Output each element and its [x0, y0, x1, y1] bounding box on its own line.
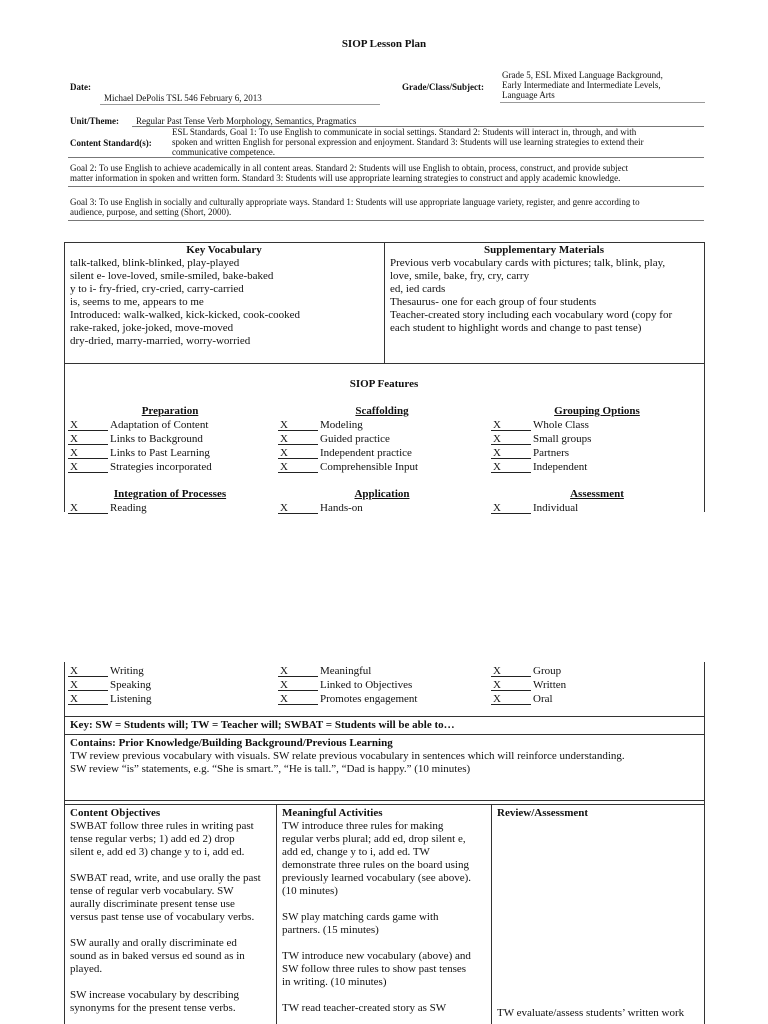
grouping-options-heading: Grouping Options	[554, 405, 640, 417]
key-top-border	[64, 716, 704, 717]
siop-item-label: Oral	[533, 693, 553, 705]
activity-paragraph	[282, 820, 488, 898]
content-objectives-body	[70, 820, 274, 1015]
standards-line: communicative competence.	[172, 147, 275, 157]
objective-line: sound as in baked versus ed sound as in	[70, 950, 245, 962]
scaffolding-heading: Scaffolding	[355, 405, 409, 417]
siop-item-label: Linked to Objectives	[320, 679, 413, 691]
siop-item-label: Whole Class	[533, 419, 589, 431]
contains-heading: Contains: Prior Knowledge/Building Background/Previous Learning	[70, 737, 393, 749]
objective-line: SWBAT read, write, and use orally the past	[70, 872, 261, 884]
page-title: SIOP Lesson Plan	[341, 38, 427, 50]
activity-line: (10 minutes)	[282, 885, 338, 897]
siop-item-label: Strategies incorporated	[110, 461, 212, 473]
key-vocab-heading: Key Vocabulary	[186, 244, 262, 256]
objective-line: silent e, add ed 3) change y to i, add ed.	[70, 846, 245, 858]
siop-features-heading: SIOP Features	[349, 378, 419, 390]
application-heading: Application	[354, 488, 410, 500]
checkmark: X	[278, 418, 318, 431]
key-vocab-line: dry-dried, marry-married, worry-worried	[70, 335, 251, 347]
checkmark: X	[278, 664, 318, 677]
activity-line: SW follow three rules to show past tenses	[282, 963, 467, 975]
key-vocab-line: rake-raked, joke-joked, move-moved	[70, 322, 234, 334]
contains-text	[70, 750, 625, 776]
checkmark: X	[491, 446, 531, 459]
siop-item-label: Modeling	[320, 419, 363, 431]
checkmark: X	[491, 678, 531, 691]
grade-line: Grade 5, ESL Mixed Language Background,	[502, 70, 663, 80]
checkmark: X	[68, 664, 108, 677]
objective-line: played.	[70, 963, 103, 975]
objective-line: versus past tense use of vocabulary verbs.	[70, 911, 255, 923]
objective-line: tense of regular verb vocabulary. SW	[70, 885, 234, 897]
checkmark: X	[278, 460, 318, 473]
objective-line: synonyms for the present tense verbs.	[70, 1002, 236, 1014]
activity-line: SW play matching cards game with	[282, 911, 439, 923]
key-vocab-line: y to i- fry-fried, cry-cried, carry-carried	[70, 283, 244, 295]
review-assessment-text: TW evaluate/assess students’ written work	[497, 1007, 685, 1019]
objective-paragraph	[70, 989, 274, 1015]
checkmark: X	[278, 446, 318, 459]
siop-item-label: Group	[533, 665, 562, 677]
checkmark: X	[278, 678, 318, 691]
contains-line: SW review “is” statements, e.g. “She is smart.”, “He is tall.”, “Dad is happy.” (10 minutes)	[70, 763, 471, 775]
meaningful-activities-heading: Meaningful Activities	[282, 807, 383, 819]
activity-line: regular verbs plural; add ed, drop silent e,	[282, 833, 466, 845]
date-value: Michael DePolis TSL 546 February 6, 2013	[104, 93, 262, 103]
grade-line: Early Intermediate and Intermediate Levels,	[502, 80, 661, 90]
date-label: Date:	[70, 82, 91, 92]
objectives-divider-2	[491, 804, 492, 1024]
grade-line: Language Arts	[502, 90, 555, 100]
activity-line: TW read teacher-created story as SW	[282, 1002, 447, 1014]
objective-paragraph	[70, 937, 274, 976]
checkmark: X	[491, 432, 531, 445]
siop-item-label: Independent	[533, 461, 588, 473]
goal3-line: audience, purpose, and setting (Short, 2000).	[70, 207, 232, 217]
checkmark: X	[278, 501, 318, 514]
table-right-border	[704, 242, 705, 512]
activity-line: partners. (15 minutes)	[282, 924, 379, 936]
unit-value: Regular Past Tense Verb Morphology, Semantics, Pragmatics	[136, 116, 357, 126]
objective-line: tense regular verbs; 1) add ed 2) drop	[70, 833, 235, 845]
checkmark: X	[68, 501, 108, 514]
vocab-bottom-border	[64, 363, 704, 364]
checkmark: X	[68, 446, 108, 459]
date-underline	[100, 104, 380, 105]
checkmark: X	[68, 460, 108, 473]
objectives-divider-1	[276, 804, 277, 1024]
content-objectives-heading: Content Objectives	[70, 807, 161, 819]
objectives-top-border	[64, 804, 704, 805]
supplementary-line: Previous verb vocabulary cards with pictures; talk, blink, play,	[390, 257, 666, 269]
supplementary-line: love, smile, bake, fry, cry, carry	[390, 270, 530, 282]
activity-line: TW introduce three rules for making	[282, 820, 444, 832]
key-vocab-line: Introduced: walk-walked, kick-kicked, cook-cooked	[70, 309, 300, 321]
siop-item-label: Writing	[110, 665, 144, 677]
objective-line: SW aurally and orally discriminate ed	[70, 937, 237, 949]
standards-label: Content Standard(s):	[70, 138, 152, 148]
supplementary-list	[390, 257, 672, 335]
siop-item-label: Links to Past Learning	[110, 447, 210, 459]
checkmark: X	[278, 692, 318, 705]
checkmark: X	[278, 432, 318, 445]
supplementary-line: Teacher-created story including each vocabulary word (copy for	[390, 309, 673, 321]
activity-line: demonstrate three rules on the board using	[282, 859, 469, 871]
activity-paragraph	[282, 950, 488, 989]
goal2-line: Goal 2: To use English to achieve academically in all content areas. Standard 2: Students will use English to obtain, process, construct, and provide subject	[70, 163, 629, 173]
goal3-line: Goal 3: To use English in socially and culturally appropriate ways. Standard 1: Students will use appropriate language variety, register, and genre according to	[70, 197, 640, 207]
siop-item-label: Reading	[110, 502, 147, 514]
siop-item-label: Partners	[533, 447, 570, 459]
siop-item-label: Individual	[533, 502, 579, 514]
key-line: Key: SW = Students will; TW = Teacher will; SWBAT = Students will be able to…	[70, 719, 455, 731]
goal2-underline	[68, 186, 704, 187]
siop-item-label: Links to Background	[110, 433, 203, 445]
checkmark: X	[491, 418, 531, 431]
supplementary-line: Thesaurus- one for each group of four students	[390, 296, 597, 308]
contains-bottom-border	[64, 800, 704, 801]
activity-paragraph	[282, 1002, 488, 1015]
supplementary-heading: Supplementary Materials	[483, 244, 605, 256]
siop-item-label: Small groups	[533, 433, 592, 445]
siop-item-label: Adaptation of Content	[110, 419, 209, 431]
checkmark: X	[491, 664, 531, 677]
integration-heading: Integration of Processes	[113, 488, 227, 500]
standards-text	[172, 127, 644, 157]
checkmark: X	[68, 678, 108, 691]
key-vocab-line: talk-talked, blink-blinked, play-played	[70, 257, 240, 269]
goal2-text	[70, 163, 628, 183]
siop-item-label: Speaking	[110, 679, 151, 691]
table-right-border-cont	[704, 662, 705, 1024]
siop-item-label: Written	[533, 679, 567, 691]
siop-item-label: Independent practice	[320, 447, 412, 459]
activity-line: TW introduce new vocabulary (above) and	[282, 950, 471, 962]
assessment-heading: Assessment	[570, 488, 624, 500]
unit-label: Unit/Theme:	[70, 116, 119, 126]
siop-item-label: Promotes engagement	[320, 693, 418, 705]
objective-line: SWBAT follow three rules in writing past	[70, 820, 254, 832]
standards-underline	[68, 157, 704, 158]
goal2-line: matter information in spoken and written form. Standard 3: Students will use appropriate learning strategies to construct and apply academic knowledge.	[70, 173, 621, 183]
preparation-heading: Preparation	[141, 405, 199, 417]
activity-line: in writing. (10 minutes)	[282, 976, 387, 988]
contains-line: TW review previous vocabulary with visuals. SW relate previous vocabulary in sentences which will reinforce understanding.	[70, 750, 625, 762]
key-vocab-line: is, seems to me, appears to me	[70, 296, 204, 308]
supplementary-line: ed, ied cards	[390, 283, 446, 295]
grade-label: Grade/Class/Subject:	[402, 82, 484, 92]
siop-item-label: Guided practice	[320, 433, 390, 445]
table-left-border	[64, 242, 65, 512]
grade-value	[502, 70, 663, 100]
supplementary-line: each student to highlight words and change to past tense)	[390, 322, 642, 334]
key-bottom-border	[64, 734, 704, 735]
siop-item-label: Comprehensible Input	[320, 461, 419, 473]
activity-line: add ed, change y to i, add ed. TW	[282, 846, 430, 858]
checkmark: X	[491, 460, 531, 473]
checkmark: X	[491, 692, 531, 705]
objective-paragraph	[70, 820, 274, 859]
activity-line: previously learned vocabulary (see above).	[282, 872, 472, 884]
activity-paragraph	[282, 911, 488, 937]
review-assessment-heading: Review/Assessment	[497, 807, 589, 819]
objective-line: SW increase vocabulary by describing	[70, 989, 240, 1001]
goal3-text	[70, 197, 640, 217]
siop-item-label: Hands-on	[320, 502, 363, 514]
key-vocab-list	[70, 257, 300, 348]
checkmark: X	[68, 692, 108, 705]
key-vocab-line: silent e- love-loved, smile-smiled, bake-baked	[70, 270, 274, 282]
siop-item-label: Meaningful	[320, 665, 372, 677]
checkmark: X	[68, 418, 108, 431]
checkmark: X	[68, 432, 108, 445]
checkmark: X	[491, 501, 531, 514]
vocab-divider	[384, 242, 385, 363]
goal3-underline	[68, 220, 704, 221]
objective-paragraph	[70, 872, 274, 924]
standards-line: ESL Standards, Goal 1: To use English to communicate in social settings. Standard 2: Students will interact in, through, and with	[172, 127, 637, 137]
standards-line: spoken and written English for personal expression and enjoyment. Standard 3: Students will use learning strategies to extend their	[172, 137, 644, 147]
siop-item-label: Listening	[110, 693, 152, 705]
objective-line: aurally discriminate present tense use	[70, 898, 235, 910]
grade-underline	[500, 102, 705, 103]
meaningful-activities-body	[282, 820, 488, 1015]
